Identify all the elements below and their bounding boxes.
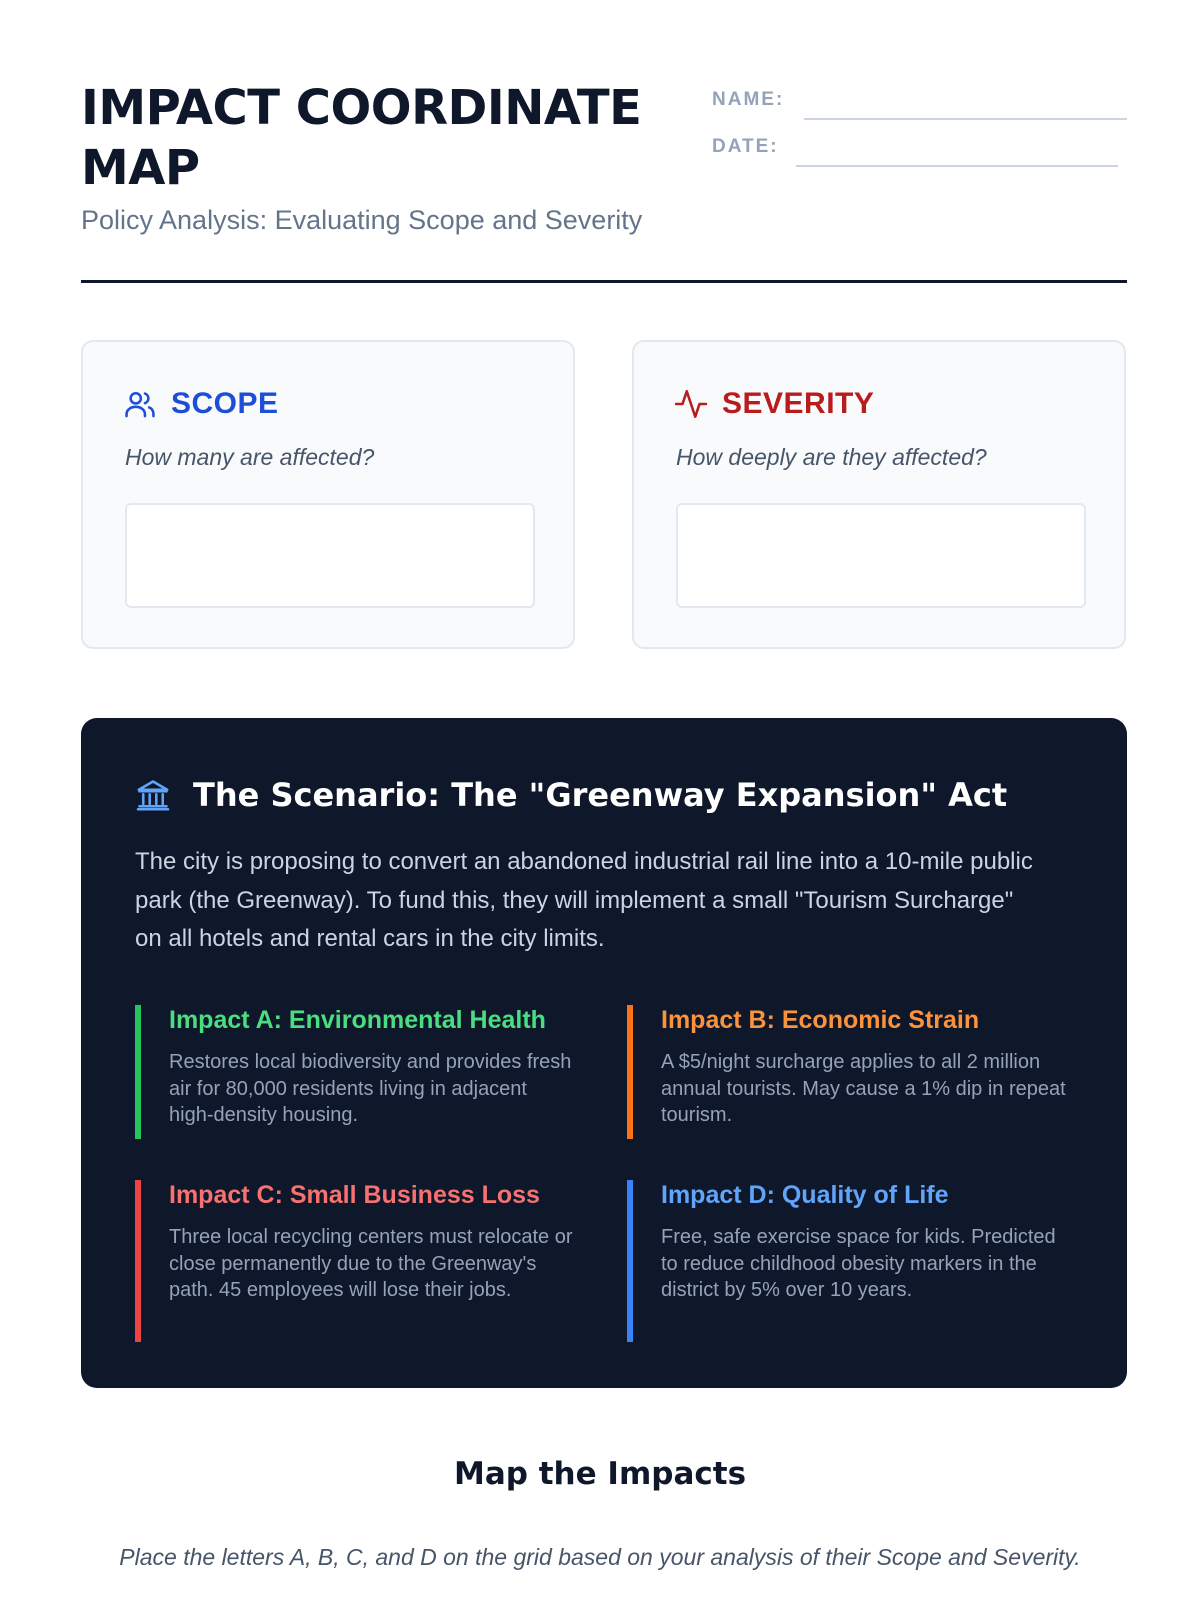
header-divider	[81, 280, 1127, 283]
date-label: DATE:	[712, 136, 779, 157]
name-field[interactable]	[804, 118, 1127, 120]
impact-c-title: Impact C: Small Business Loss	[169, 1181, 540, 1209]
page-title: IMPACT COORDINATE MAP	[81, 80, 642, 196]
impact-b	[627, 1005, 1067, 1139]
scope-card	[81, 340, 575, 649]
map-section-title: Map the Impacts	[453, 1456, 747, 1492]
map-instructions: Place the letters A, B, C, and D on the grid based on your analysis of their Scope and Severity.	[119, 1544, 1081, 1570]
impact-d-text: Free, safe exercise space for kids. Predicted to reduce childhood obesity markers in the district by 5% over 10 years.	[661, 1226, 1056, 1301]
impact-c	[135, 1180, 575, 1342]
severity-card	[632, 340, 1126, 649]
activity-pulse-icon	[674, 387, 708, 421]
date-field[interactable]	[796, 165, 1118, 167]
severity-title: SEVERITY	[722, 387, 875, 420]
scope-question: How many are affected?	[125, 444, 375, 470]
severity-question: How deeply are they affected?	[676, 444, 987, 470]
name-label: NAME:	[712, 89, 785, 110]
impact-d-title: Impact D: Quality of Life	[661, 1181, 949, 1209]
scope-card-header	[123, 384, 279, 424]
scenario-panel	[81, 718, 1127, 1388]
scope-title: SCOPE	[171, 387, 279, 420]
impact-b-title: Impact B: Economic Strain	[661, 1006, 980, 1034]
impact-c-text: Three local recycling centers must relocate or close permanently due to the Greenway's path. 45 employees will lose their jobs.	[169, 1226, 573, 1301]
impact-a-text: Restores local biodiversity and provides fresh air for 80,000 residents living in adjacent high-density housing.	[169, 1051, 572, 1126]
severity-card-header	[674, 384, 874, 424]
scenario-header	[135, 776, 1007, 814]
scope-answer-box[interactable]	[125, 503, 535, 608]
impact-a-title: Impact A: Environmental Health	[169, 1006, 546, 1034]
severity-answer-box[interactable]	[676, 503, 1086, 608]
impact-d	[627, 1180, 1067, 1342]
impact-a	[135, 1005, 575, 1139]
page-subtitle: Policy Analysis: Evaluating Scope and Severity	[81, 205, 643, 235]
users-icon	[123, 387, 157, 421]
scenario-description: The city is proposing to convert an abandoned industrial rail line into a 10-mile public park (the Greenway). To fund this, they will implement a small "Tourism Surcharge" on all hotels and rental cars in the city limits.	[135, 848, 1033, 952]
scenario-title: The Scenario: The "Greenway Expansion" Act	[193, 776, 1008, 814]
impact-b-text: A $5/night surcharge applies to all 2 million annual tourists. May cause a 1% dip in repeat tourism.	[661, 1051, 1066, 1126]
landmark-icon	[135, 776, 171, 814]
